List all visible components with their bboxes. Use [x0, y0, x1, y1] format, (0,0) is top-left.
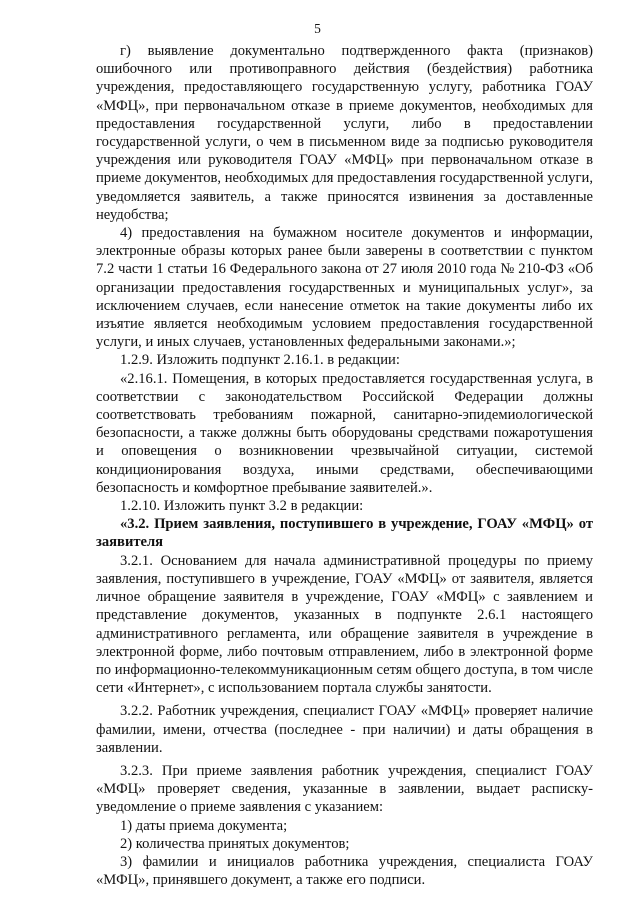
paragraph-2-16-1: «2.16.1. Помещения, в которых предоставляется государственная услуга, в соответствии с законодательством Российской Федерации должны соответствовать требованиям пожарной, санитарно-эпидемиологической безопасности, а также должны быть оборудованы средствами пожаротушения и оповещения о возникновении чрезвычайной ситуации, системой кондиционирования воздуха, иными средствами, обеспечивающими безопасность и комфортное пребывание заявителей.».	[96, 370, 593, 496]
page-number: 5	[314, 21, 321, 36]
paragraph-amend-1-2-10: 1.2.10. Изложить пункт 3.2 в редакции:	[120, 498, 364, 515]
paragraph-amend-1-2-9: 1.2.9. Изложить подпункт 2.16.1. в редакции:	[120, 352, 400, 369]
list-item-1: 1) даты приема документа;	[120, 817, 288, 834]
paragraph-3-2-1: 3.2.1. Основанием для начала административной процедуры по приему заявления, поступившего в учреждение, ГОАУ «МФЦ» от заявителя, является личное обращение заявителя в учреждение, ГОАУ «МФЦ» с заявлением и представление документов, указанных в подпункте 2.6.1 настоящего административного регламента, или обращение заявителя в учреждение в электронной форме, либо почтовым отправлением, либо в электронной форме по информационно-телекоммуникационным сетям общего доступа, в том числе сети «Интернет», с использованием портала службы занятости.	[96, 552, 594, 697]
list-item-2: 2) количества принятых документов;	[120, 835, 350, 852]
document-body	[96, 42, 593, 889]
paragraph-item-4: 4) предоставления на бумажном носителе документов и информации, электронные образы которых ранее были заверены в соответствии с пунктом 7.2 части 1 статьи 16 Федерального закона от 27 июля 2010 года № 210-ФЗ «Об организации предоставления государственных и муниципальных услуг», за исключением случаев, если нанесение отметок на такие документы либо их изъятие является необходимым условием предоставления государственной услуги, и иных случаев, установленных федеральными законами.»;	[96, 225, 593, 351]
list-item-3: 3) фамилии и инициалов работника учреждения, специалиста ГОАУ «МФЦ», принявшего документ, а также его подписи.	[96, 853, 593, 889]
section-heading-3-2: «3.2. Прием заявления, поступившего в учреждение, ГОАУ «МФЦ» от заявителя	[96, 516, 593, 551]
paragraph-3-2-2: 3.2.2. Работник учреждения, специалист ГОАУ «МФЦ» проверяет наличие фамилии, имени, отчества (последнее - при наличии) и даты обращения в заявлении.	[96, 703, 593, 756]
paragraph-3-2-3: 3.2.3. При приеме заявления работник учреждения, специалист ГОАУ «МФЦ» проверяет сведения, указанные в заявлении, выдает расписку-уведомление о приеме заявления с указанием:	[96, 762, 593, 816]
paragraph-item-g: г) выявление документально подтвержденного факта (признаков) ошибочного или противоправного действия (бездействия) работника учреждения, предоставляющего государственную услугу, работника ГОАУ «МФЦ», при первоначальном отказе в приеме документов, необходимых для предоставления государственной услуги, либо в предоставлении государственной услуги, о чем в письменном виде за подписью руководителя учреждения или руководителя ГОАУ «МФЦ» при первоначальном отказе в приеме документов, необходимых для предоставления государственной услуги, уведомляется заявитель, а также приносятся извинения за доставленные неудобства;	[96, 43, 593, 223]
